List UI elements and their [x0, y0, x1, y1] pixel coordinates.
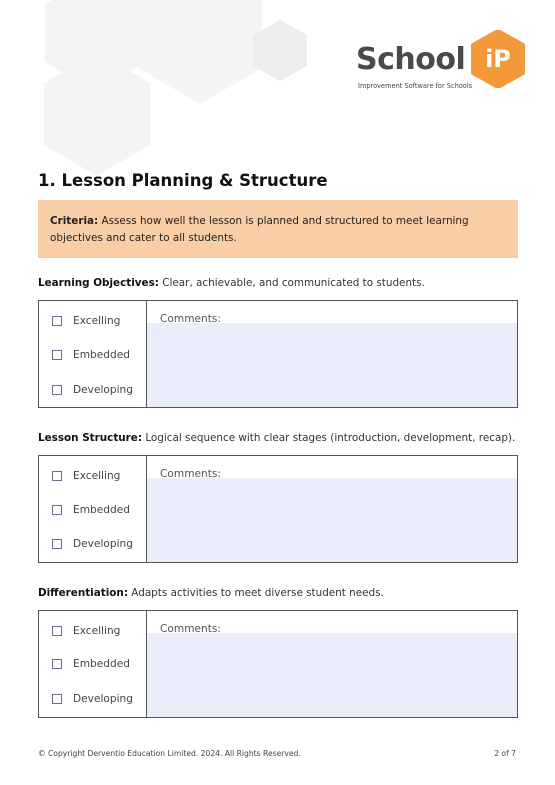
checkbox[interactable]: [52, 626, 62, 636]
rating-options: [39, 611, 147, 717]
option-label: Embedded: [73, 658, 130, 670]
option-developing[interactable]: [52, 382, 133, 398]
section-label: Differentiation:: [38, 587, 128, 599]
comments-area[interactable]: [147, 633, 517, 717]
checkbox[interactable]: [52, 694, 62, 704]
option-developing[interactable]: [52, 536, 133, 552]
comments-area[interactable]: [147, 478, 517, 562]
comments-field[interactable]: [147, 611, 517, 717]
option-embedded[interactable]: [52, 347, 130, 363]
criteria-label: Criteria:: [50, 215, 99, 227]
option-label: Excelling: [73, 625, 121, 637]
checkbox[interactable]: [52, 539, 62, 549]
comments-label: Comments:: [160, 313, 221, 325]
option-embedded[interactable]: [52, 502, 130, 518]
rating-options: [39, 456, 147, 562]
option-label: Embedded: [73, 504, 130, 516]
section-description: Clear, achievable, and communicated to students.: [162, 277, 425, 289]
option-label: Embedded: [73, 349, 130, 361]
section-heading: 1. Lesson Planning & Structure: [38, 171, 328, 190]
option-label: Excelling: [73, 470, 121, 482]
option-label: Developing: [73, 538, 133, 550]
option-label: Developing: [73, 384, 133, 396]
checkbox[interactable]: [52, 505, 62, 515]
checkbox[interactable]: [52, 350, 62, 360]
option-label: Developing: [73, 693, 133, 705]
learning-objectives-title: [38, 277, 425, 289]
lesson-structure-rating-box: [38, 455, 518, 563]
lesson-structure-title: [38, 432, 515, 444]
criteria-text: Assess how well the lesson is planned and structured to meet learning objectives and cater to all students.: [50, 215, 469, 244]
criteria-box: [38, 200, 518, 258]
comments-label: Comments:: [160, 623, 221, 635]
checkbox[interactable]: [52, 385, 62, 395]
option-label: Excelling: [73, 315, 121, 327]
option-embedded[interactable]: [52, 656, 130, 672]
checkbox[interactable]: [52, 659, 62, 669]
comments-field[interactable]: [147, 301, 517, 407]
section-description: Adapts activities to meet diverse student needs.: [131, 587, 384, 599]
school-ip-logo: [356, 30, 526, 92]
footer-copyright: © Copyright Derventio Education Limited. 2024. All Rights Reserved.: [38, 749, 301, 758]
checkbox[interactable]: [52, 471, 62, 481]
option-developing[interactable]: [52, 691, 133, 707]
footer-page-number: 2 of 7: [494, 749, 516, 758]
background-hexagons: [0, 0, 320, 175]
differentiation-title: [38, 587, 384, 599]
rating-options: [39, 301, 147, 407]
section-label: Learning Objectives:: [38, 277, 159, 289]
option-excelling[interactable]: [52, 623, 120, 639]
learning-objectives-rating-box: [38, 300, 518, 408]
option-excelling[interactable]: [52, 313, 120, 329]
checkbox[interactable]: [52, 316, 62, 326]
option-excelling[interactable]: [52, 468, 120, 484]
section-description: Logical sequence with clear stages (introduction, development, recap).: [145, 432, 516, 444]
logo-badge-text: iP: [485, 45, 511, 73]
comments-field[interactable]: [147, 456, 517, 562]
comments-label: Comments:: [160, 468, 221, 480]
comments-area[interactable]: [147, 323, 517, 407]
logo-tagline: Improvement Software for Schools: [358, 82, 473, 90]
section-label: Lesson Structure:: [38, 432, 143, 444]
differentiation-rating-box: [38, 610, 518, 718]
logo-wordmark: School: [356, 42, 466, 77]
